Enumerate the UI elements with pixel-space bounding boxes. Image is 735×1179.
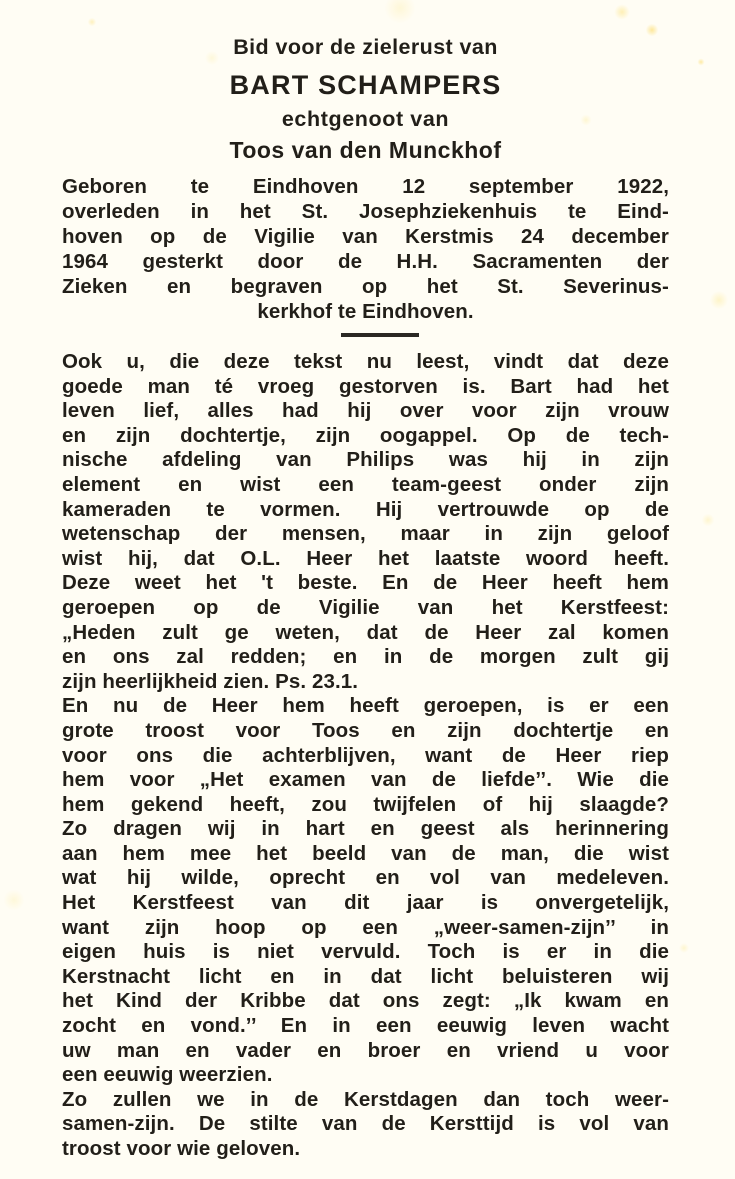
text-line: Ook u, die deze tekst nu leest, vindt dat deze [62,350,669,373]
section-divider [341,333,419,337]
text-line: „Heden zult ge weten, dat de Heer zal komen [62,620,669,644]
text-line: eigen huis is niet vervuld. Toch is er in die [62,940,669,964]
text-line: hem gekend heeft, zou twijfelen of hij slaagde? [62,792,669,816]
deceased-name: BART SCHAMPERS [229,70,502,100]
biography-paragraph [62,174,669,324]
text-line: hoven op de Vigilie van Kerstmis 24 december [62,225,669,248]
text-line: Deze weet het 't beste. En de Heer heeft hem [62,571,669,595]
text-line: En nu de Heer hem heeft geroepen, is er een [62,694,669,718]
text-line: het Kind der Kribbe dat ons zegt: „Ik kwam en [62,989,669,1013]
text-line: wetenschap der mensen, maar in zijn geloof [62,522,669,546]
prayer-line: Bid voor de zielerust van [233,35,498,59]
text-line: Het Kerstfeest van dit jaar is onvergetelijk, [62,891,669,915]
text-line: zijn heerlijkheid zien. Ps. 23.1. [62,669,359,693]
text-line: hem voor „Het examen van de liefde’’. Wie die [62,768,669,792]
text-line: een eeuwig weerzien. [62,1063,273,1087]
text-line: samen-zijn. De stilte van de Kersttijd is vol van [62,1112,669,1136]
relation-label: echtgenoot van [281,107,450,131]
text-line: nische afdeling van Philips was hij in zijn [62,448,669,472]
text-line: Geboren te Eindhoven 12 september 1922, [62,175,669,198]
text-line: voor ons die achterblijven, want de Heer riep [62,743,669,767]
text-line: Zo zullen we in de Kerstdagen dan toch weer- [62,1087,669,1111]
text-line: kerkhof te Eindhoven. [257,300,474,323]
text-line: en zijn dochtertje, zijn oogappel. Op de tech- [62,423,669,447]
text-line: wist hij, dat O.L. Heer het laatste woord heeft. [62,546,669,570]
spouse-name: Toos van den Munckhof [229,137,502,163]
text-line: 1964 gesterkt door de H.H. Sacramenten der [62,250,669,273]
text-line: want zijn hoop op een „weer-samen-zijn’’ in [62,915,669,939]
text-line: Zieken en begraven op het St. Severinus- [62,275,669,298]
text-line: grote troost voor Toos en zijn dochtertje en [62,718,669,742]
text-line: geroepen op de Vigilie van het Kerstfeest: [62,595,669,619]
text-line: leven lief, alles had hij over voor zijn vrouw [62,399,669,423]
text-line: en ons zal redden; en in de morgen zult gij [62,645,669,669]
text-line: wat hij wilde, oprecht en vol van medeleven. [62,866,669,890]
text-line: troost voor wie geloven. [62,1137,301,1160]
text-line: overleden in het St. Josephziekenhuis te Eind- [62,200,669,223]
text-line: aan hem mee het beeld van de man, die wist [62,841,669,865]
memorial-text [62,350,669,1162]
text-line: uw man en vader en broer en vriend u voor [62,1038,669,1062]
text-line: zocht en vond.’’ En in een eeuwig leven wacht [62,1014,669,1038]
text-line: Kerstnacht licht en in dat licht beluisteren wij [62,964,669,988]
text-line: element en wist een team-geest onder zijn [62,472,669,496]
text-line: goede man té vroeg gestorven is. Bart had het [62,374,669,398]
text-line: Zo dragen wij in hart en geest als herinnering [62,817,669,841]
text-line: kameraden te vormen. Hij vertrouwde op de [62,497,669,521]
